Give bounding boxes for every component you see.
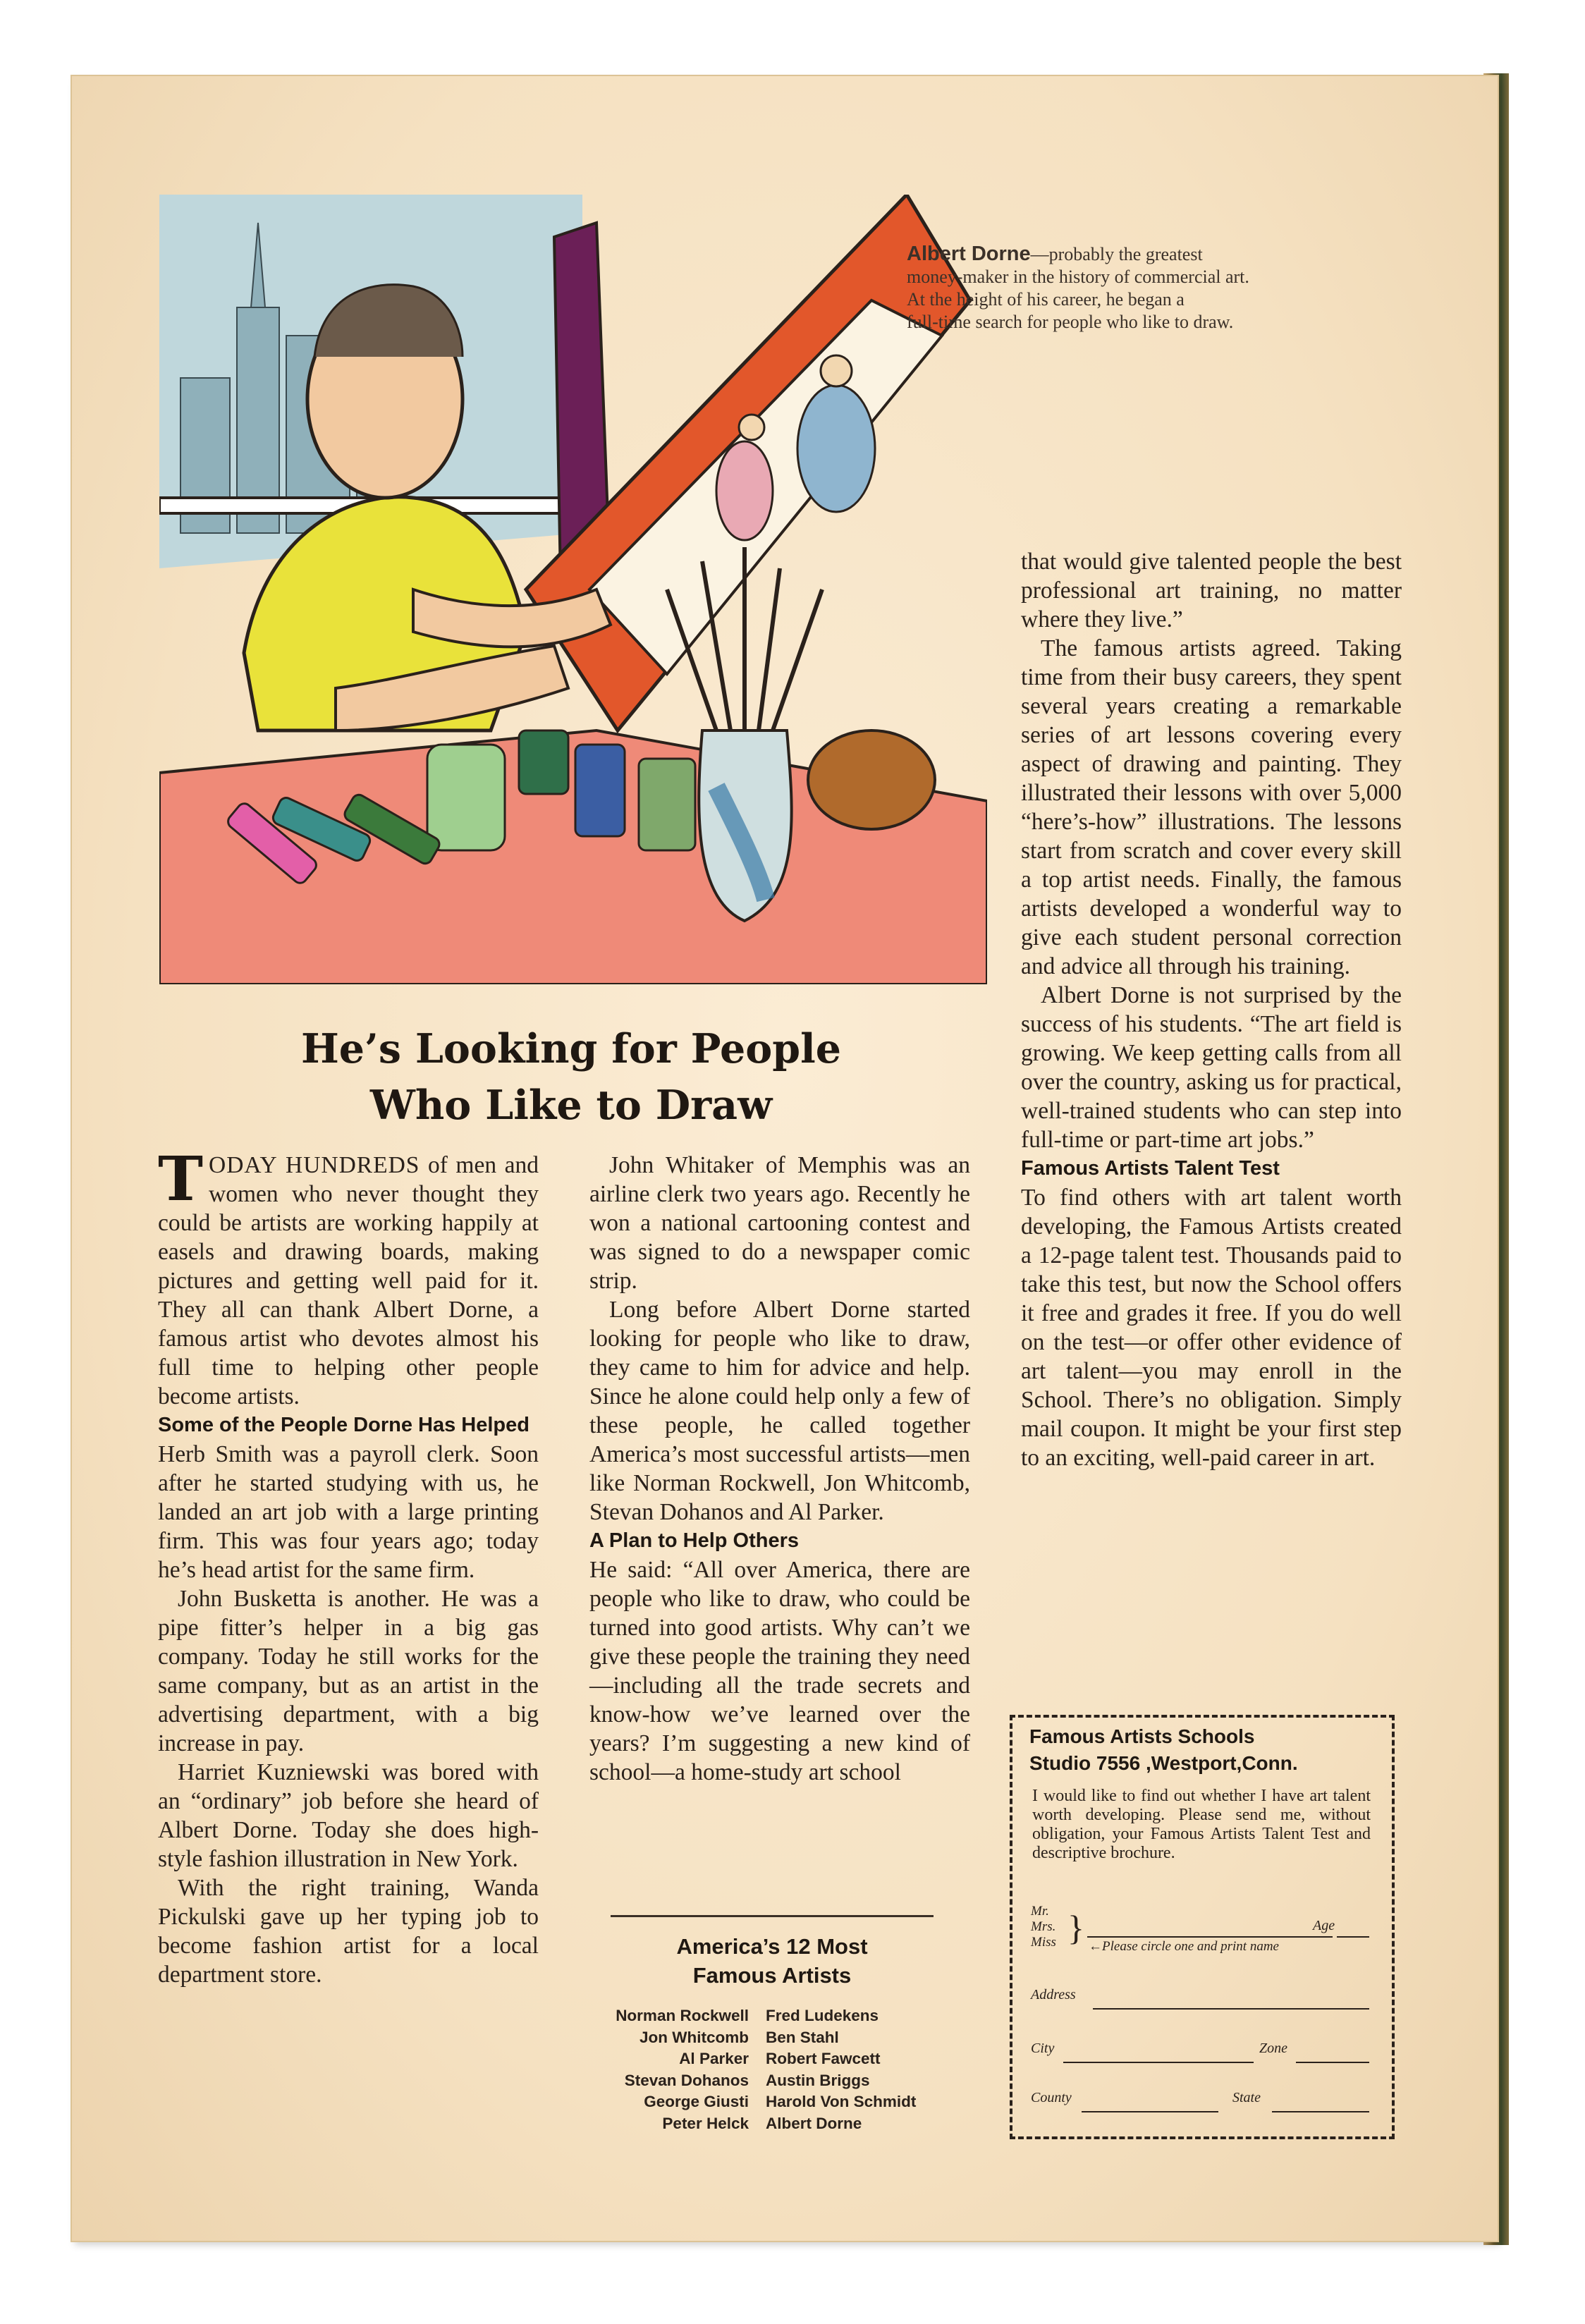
column-2: [589, 1151, 970, 1787]
divider-rule: [611, 1915, 934, 1917]
paragraph-long-before: Long before Albert Dorne started looking for people who like to draw, they came to him for advice and help. Since he alone could help only a few of these people, he called together America’s most successful artists—men like Norman Rockwell, Jon Whitcomb, Stevan Dohanos and Al Parker.: [589, 1297, 970, 1525]
address-field[interactable]: [1031, 1987, 1369, 2015]
paragraph-artists-agreed: The famous artists agreed. Taking time from their busy careers, they spent several years creating a remarkable series of art lessons covering every aspect of drawing and painting. They illustrated their lessons with over 5,000 “here’s-how” illustrations. The lessons start from scratch and cover every skill a top artist needs. Finally, the famous artists developed a wonderful way to give each student personal correction and advice all through his training.: [1021, 635, 1402, 979]
salutation-mr[interactable]: Mr.: [1031, 1904, 1049, 1919]
name-note: Please circle one and print name: [1102, 1939, 1279, 1954]
coupon-body: I would like to find out whether I have art talent worth developing. Please send me, without obligation, your Famous Artists Talent Test and descriptive brochure.: [1032, 1787, 1371, 1862]
artist-name: George Giusti: [644, 2093, 749, 2110]
subhead-people-helped: Some of the People Dorne Has Helped: [158, 1414, 530, 1436]
paragraph-john-whitaker: John Whitaker of Memphis was an airline clerk two years ago. Recently he won a national cartooning contest and was signed to do a newspaper comic strip.: [589, 1152, 970, 1294]
column-1: [158, 1144, 539, 1989]
paragraph-herb-smith: Herb Smith was a payroll clerk. Soon after he started studying with us, he landed an art job with a large printing firm. This was four years ago; today he’s head artist for the same firm.: [158, 1441, 539, 1583]
lead-smallcaps: ODAY HUNDREDS: [209, 1152, 420, 1178]
artist-name: Al Parker: [679, 2050, 749, 2067]
headline: [169, 1021, 973, 1134]
famous-artists-list: [557, 2005, 994, 2134]
county-line[interactable]: [1082, 2111, 1218, 2112]
artist-name: Robert Fawcett: [766, 2050, 881, 2067]
salutation-mrs[interactable]: Mrs.: [1031, 1919, 1056, 1934]
paragraph-talent-test: To find others with art talent worth developing, the Famous Artists created a 12-page talent test. Thousands paid to take this test, but now the School offers it free and grades it free. If you do well on the test—or offer other evidence of art talent—you may enroll in the School. There’s no obligation. Simply mail coupon. It might be your first step to an exciting, well-paid career in art.: [1021, 1185, 1402, 1471]
age-label: Age: [1313, 1918, 1335, 1933]
caption-name: Albert Dorne: [907, 243, 1031, 265]
state-label: State: [1232, 2090, 1261, 2105]
paragraph-wanda-pickulski: With the right training, Wanda Pickulski gave up her typing job to become fashion artist for a local department store.: [158, 1875, 539, 1988]
famous-artists-title: [571, 1932, 973, 1990]
salutation-miss[interactable]: Miss: [1031, 1935, 1056, 1950]
headline-line-1: He’s Looking for People: [300, 1025, 842, 1072]
paint-jars: [427, 745, 505, 850]
brace-glyph: }: [1067, 1908, 1084, 1947]
caption-line-2: money-maker in the history of commercial art.: [907, 267, 1249, 287]
drop-cap: T: [158, 1144, 203, 1215]
coupon-title: [1029, 1723, 1382, 1777]
name-field[interactable]: [1031, 1904, 1369, 1964]
coupon-title-line-2: Studio 7556 ,Westport,Conn.: [1029, 1752, 1298, 1774]
artist-name: Jon Whitcomb: [639, 2028, 749, 2046]
paint-bowl: [808, 730, 935, 829]
name-instruction: ←Please circle one and print name: [1089, 1939, 1279, 1954]
artist-name: Albert Dorne: [766, 2114, 862, 2132]
artist-name: Stevan Dohanos: [624, 2071, 749, 2089]
paragraph-not-surprised: Albert Dorne is not surprised by the success of his students. “The art field is growing. We keep getting calls from all over the country, asking us for practical, well-trained students who can step into full-time or part-time art jobs.”: [1021, 982, 1402, 1153]
headline-line-2: Who Like to Draw: [369, 1082, 773, 1129]
caption-line-1: —probably the greatest: [1030, 244, 1203, 264]
artist-name: Harold Von Schmidt: [766, 2093, 917, 2110]
county-state-field[interactable]: [1031, 2090, 1369, 2118]
column-3: [1021, 547, 1402, 1472]
name-line[interactable]: [1087, 1936, 1333, 1938]
city-zone-field[interactable]: [1031, 2041, 1369, 2069]
illustration-caption: [907, 243, 1358, 334]
artist-name: Norman Rockwell: [616, 2007, 749, 2024]
artist-name: Fred Ludekens: [766, 2007, 879, 2024]
artist-name: Peter Helck: [662, 2114, 749, 2132]
zone-line[interactable]: [1296, 2062, 1369, 2063]
caption-line-4: full-time search for people who like to draw.: [907, 312, 1234, 332]
zone-label: Zone: [1259, 2041, 1287, 2056]
paragraph-harriet-kuzniewski: Harriet Kuzniewski was bored with an “ordinary” job before she heard of Albert Dorne. Today she does high-style fashion illustration in New York.: [158, 1759, 539, 1872]
famous-artists-title-line-1: America’s 12 Most: [676, 1934, 868, 1959]
address-line[interactable]: [1093, 2008, 1369, 2010]
age-line[interactable]: [1337, 1936, 1369, 1938]
salutation-options[interactable]: [1031, 1904, 1056, 1950]
caption-line-3: At the height of his career, he began a: [907, 289, 1185, 310]
subhead-plan: A Plan to Help Others: [589, 1529, 800, 1552]
artist-name: Austin Briggs: [766, 2071, 870, 2089]
paragraph-plan: He said: “All over America, there are people who like to draw, who could be turned into good artists. Why can’t we give these people the training they need—including all the trade secrets and know-how we’ve learned over the years? I’m suggesting a new kind of school—a home-study art school: [589, 1557, 970, 1785]
county-label: County: [1031, 2090, 1072, 2105]
coupon-title-line-1: Famous Artists Schools: [1029, 1725, 1255, 1747]
artist-illustration: [159, 195, 987, 984]
artist-name: Ben Stahl: [766, 2028, 839, 2046]
address-label: Address: [1031, 1987, 1076, 2002]
state-line[interactable]: [1272, 2111, 1369, 2112]
city-label: City: [1031, 2041, 1055, 2056]
paragraph-john-busketta: John Busketta is another. He was a pipe fitter’s helper in a big gas company. Today he still works for the same company, but as an artist in the advertising department, with a big increase in pay.: [158, 1586, 539, 1756]
city-line[interactable]: [1063, 2062, 1254, 2063]
famous-artists-title-line-2: Famous Artists: [692, 1963, 852, 1988]
lead-paragraph: of men and women who never thought they could be artists are working happily at easels and drawing boards, making pictures and getting well paid for it. They all can thank Albert Dorne, a famous artist who devotes almost his full time to helping other people become artists.: [158, 1152, 539, 1409]
paragraph-continued: that would give talented people the best professional art training, no matter where they live.”: [1021, 549, 1402, 632]
subhead-talent-test: Famous Artists Talent Test: [1021, 1157, 1280, 1180]
